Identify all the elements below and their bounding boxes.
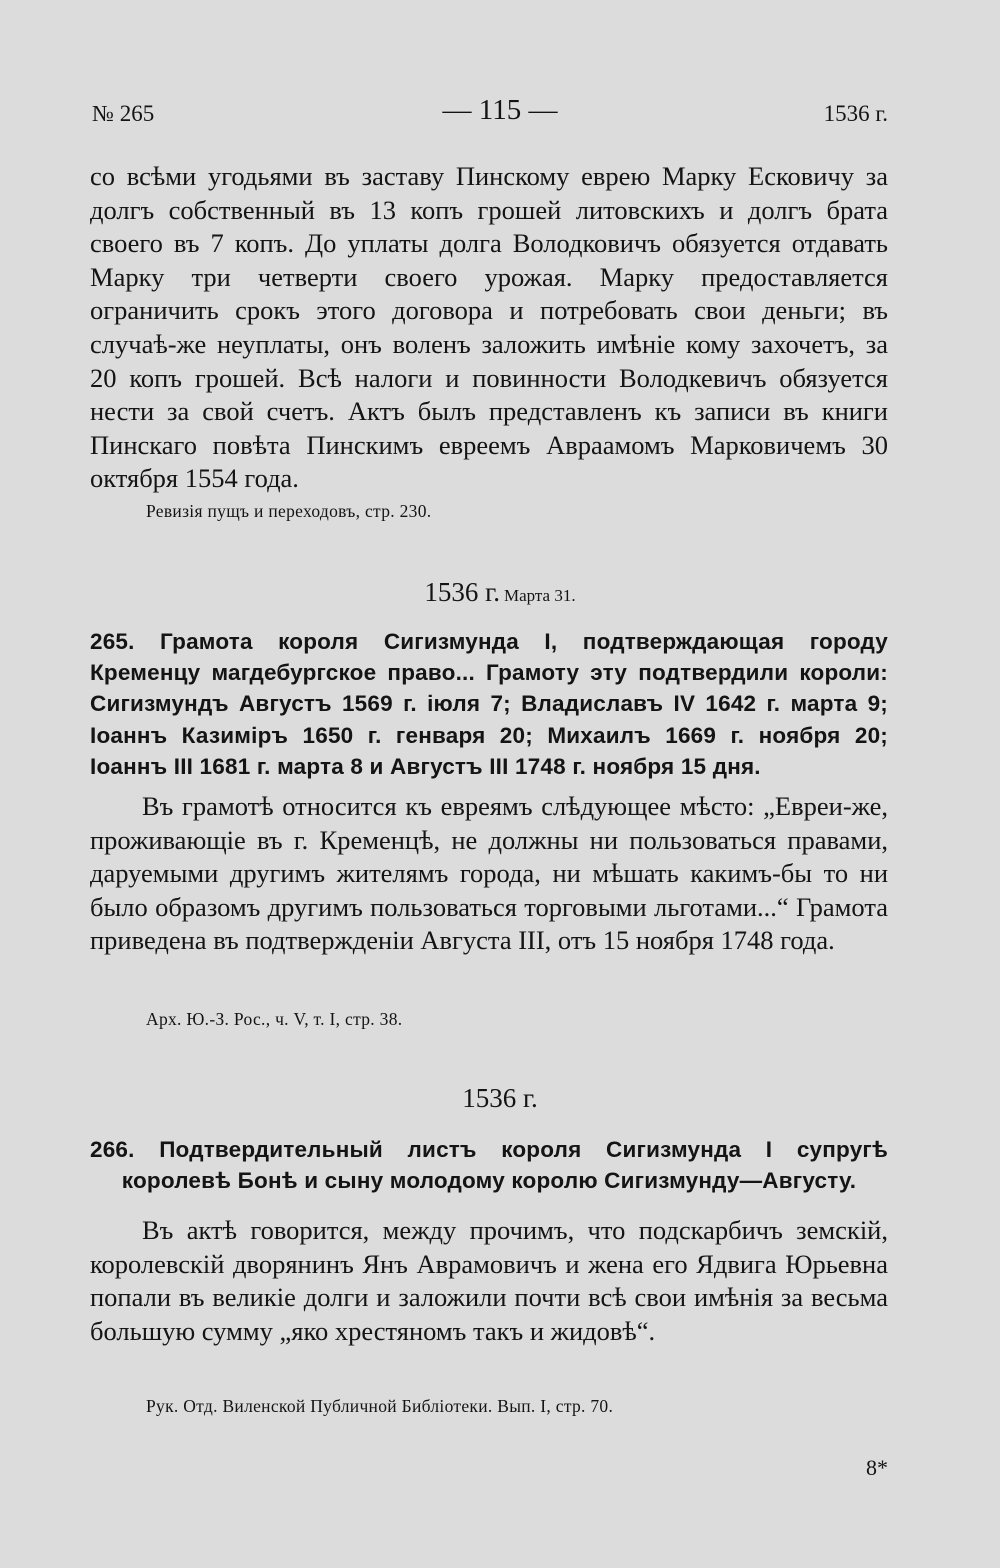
continuation-section [90, 160, 888, 496]
header-page-number: — 115 — [442, 94, 558, 126]
header-year: 1536 г. [823, 101, 888, 126]
entry-265-source: Арх. Ю.-З. Рос., ч. V, т. I, стр. 38. [146, 1009, 403, 1029]
entry-265-title-paragraph [90, 626, 888, 782]
entry-265-date-day: Марта 31. [503, 586, 576, 605]
entry-266-heading [90, 1134, 888, 1196]
continuation-source: Ревизія пущъ и переходовъ, стр. 230. [146, 501, 432, 521]
continuation-paragraph: со всѣми угодьями въ заставу Пинскому еврею Марку Есковичу за долгъ собственный въ 13 копъ грошей литовскихъ и долгъ брата своего въ 7 копъ. До уплаты долга Володковичъ обязуется отдавать Марку три четверти своего урожая. Марку предоставляется ограничить срокъ этого договора и потребовать свои деньги; въ случаѣ-же неуплаты, онъ воленъ заложить имѣніе кому захочетъ, за 20 копъ грошей. Всѣ налоги и повинности Володкевичъ обязуется нести за свой счетъ. Актъ былъ представленъ къ записи въ книги Пинскаго повѣта Пинскимъ евреемъ Авраамомъ Марковичемъ 30 октября 1554 года. [90, 161, 888, 494]
entry-265-number: 265. [90, 629, 135, 654]
entry-266-source: Рук. Отд. Виленской Публичной Библіотеки. Вып. I, стр. 70. [146, 1396, 614, 1416]
entry-265-title: Грамота короля Сигизмунда I, подтверждающая городу Кременцу магдебургское право... Грамоту эту подтвердили короли: Сигизмундъ Августъ 1569 г. іюля 7; Владиславъ IV 1642 г. марта 9; Іоаннъ Казиміръ 1650 г. генваря 20; Михаилъ 1669 г. ноября 20; Іоаннъ III 1681 г. марта 8 и Августъ III 1748 г. ноября 15 дня. [90, 629, 889, 779]
entry-266-date: 1536 г. [462, 1083, 538, 1113]
signature-mark: 8* [866, 1455, 888, 1480]
entry-266-body: Въ актѣ говорится, между прочимъ, что подскарбичъ земскій, королевскій дворянинъ Янъ Аврамовичъ и жена его Ядвига Юрьевна попали въ великіе долги и заложили почти всѣ свои имѣнія за весьма большую сумму „яко хрестяномъ такъ и жидовѣ“. [90, 1215, 888, 1346]
entry-266-number: 266. [90, 1137, 135, 1162]
entry-266-title: Подтвердительный листъ короля Сигизмунда I супругѣ королевѣ Бонѣ и сыну молодому королю Сигизмунду—Августу. [121, 1137, 888, 1194]
header-entry-number: № 265 [92, 101, 155, 126]
entry-266-body-section [90, 1214, 888, 1348]
entry-265-date [0, 576, 1000, 612]
entry-266-title-paragraph [90, 1134, 888, 1196]
entry-265-body: Въ грамотѣ относится къ евреямъ слѣдующее мѣсто: „Евреи-же, проживающіе въ г. Кременцѣ, не должны ни пользоваться правами, даруемыми другимъ жителямъ города, ни мѣшать какимъ-бы то ни было образомъ другимъ пользоваться торговыми льготами...“ Грамота приведена въ подтвержденіи Августа III, отъ 15 ноября 1748 года. [90, 791, 888, 956]
entry-265-heading [90, 626, 888, 782]
entry-265-date-year: 1536 г. [424, 577, 500, 607]
entry-265-body-section [90, 790, 888, 958]
